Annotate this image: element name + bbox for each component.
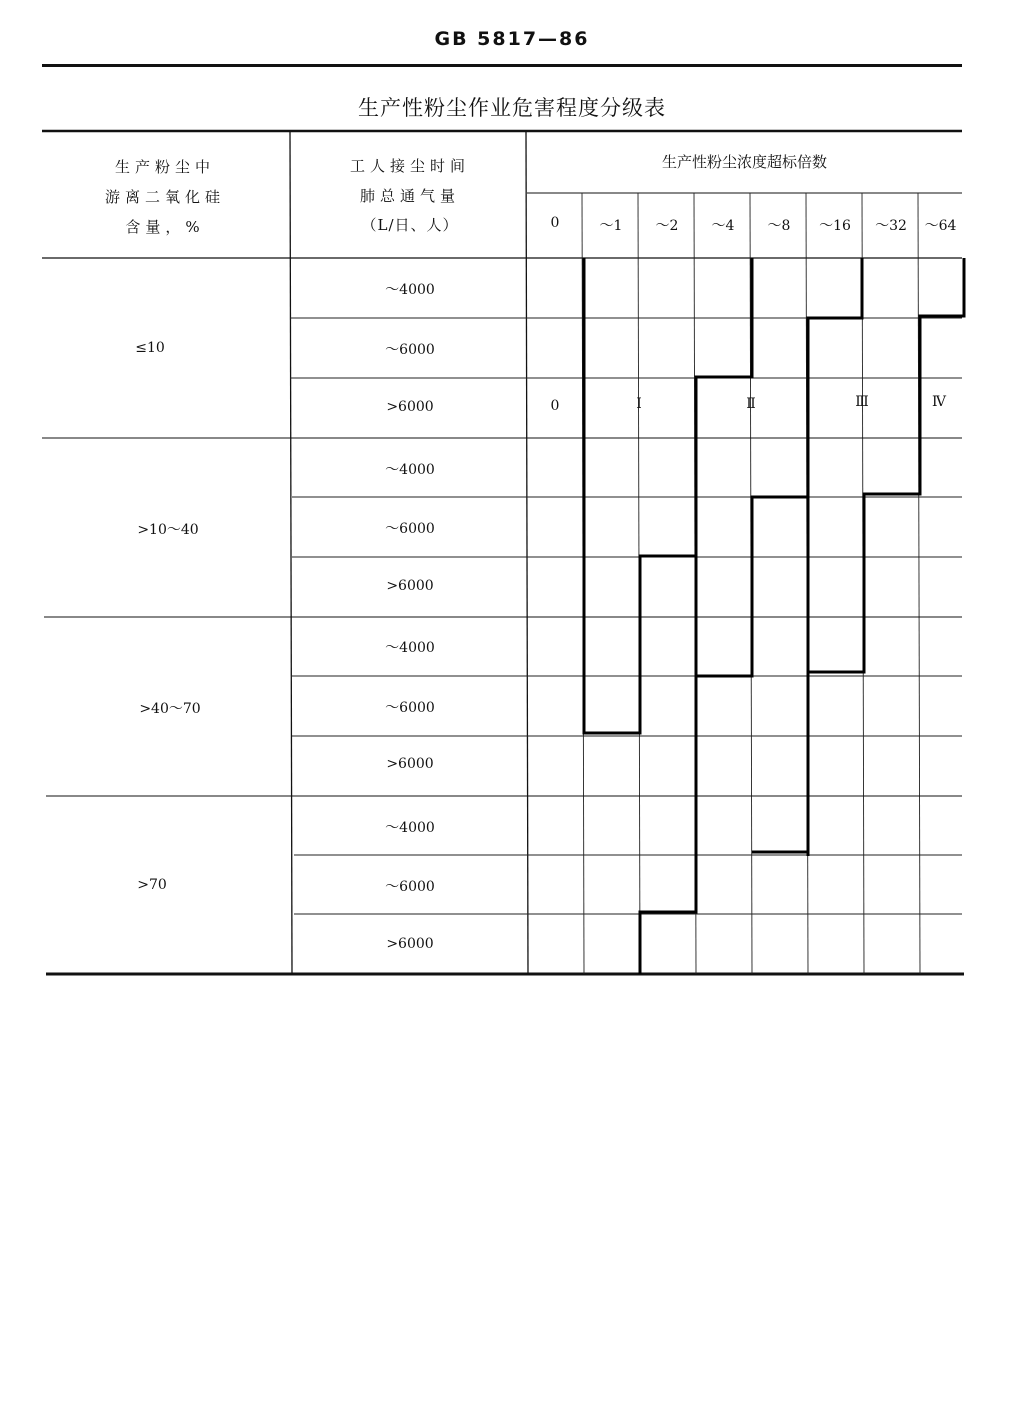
ventilation-g1-r3: >6000 <box>386 399 434 415</box>
table-title: 生产性粉尘作业危害程度分级表 <box>358 96 666 120</box>
ventilation-g3-r3: >6000 <box>386 756 434 772</box>
ventilation-g4-r1: ～4000 <box>385 820 435 836</box>
grade-label-1: Ⅰ <box>636 396 642 412</box>
silica-group-4: >70 <box>137 877 167 893</box>
conc-col-64: ～64 <box>924 218 957 234</box>
ventilation-g3-r2: ～6000 <box>385 700 435 716</box>
ventilation-g3-r1: ～4000 <box>385 640 435 656</box>
col1-header-line1: 生产粉尘中 <box>114 158 215 176</box>
silica-group-2: >10～40 <box>137 522 199 538</box>
grade-label-4: Ⅳ <box>932 394 946 410</box>
conc-col-4: ～4 <box>711 218 735 234</box>
grade-label-3: Ⅲ <box>855 394 869 410</box>
silica-group-3: >40～70 <box>139 701 201 717</box>
conc-col-32: ～32 <box>875 218 907 234</box>
ventilation-g1-r2: ～6000 <box>385 342 435 358</box>
col1-header-line3: 含量，% <box>125 218 205 236</box>
col2-header-line1: 工人接尘时间 <box>349 157 470 175</box>
col2-header-line3: （L/日、人） <box>361 216 459 234</box>
ventilation-g1-r1: ～4000 <box>385 282 435 298</box>
ventilation-g2-r2: ～6000 <box>385 521 435 537</box>
concentration-header: 生产性粉尘浓度超标倍数 <box>661 153 827 171</box>
ventilation-g4-r3: >6000 <box>386 936 434 952</box>
conc-col-0: 0 <box>550 215 560 231</box>
silica-group-1: ≤10 <box>135 340 165 356</box>
conc-col-2: ～2 <box>655 218 679 234</box>
ventilation-g4-r2: ～6000 <box>385 879 435 895</box>
grade-label-2: Ⅱ <box>746 396 756 412</box>
conc-col-1: ～1 <box>599 218 623 234</box>
col1-header-line2: 游离二氧化硅 <box>104 188 225 206</box>
ventilation-g2-r3: >6000 <box>386 578 434 594</box>
grade-label-0: 0 <box>550 398 560 414</box>
document-header: GB 5817—86 <box>434 28 590 50</box>
ventilation-g2-r1: ～4000 <box>385 462 435 478</box>
conc-col-8: ～8 <box>767 218 791 234</box>
col2-header-line2: 肺总通气量 <box>359 187 460 205</box>
conc-col-16: ～16 <box>819 218 851 234</box>
